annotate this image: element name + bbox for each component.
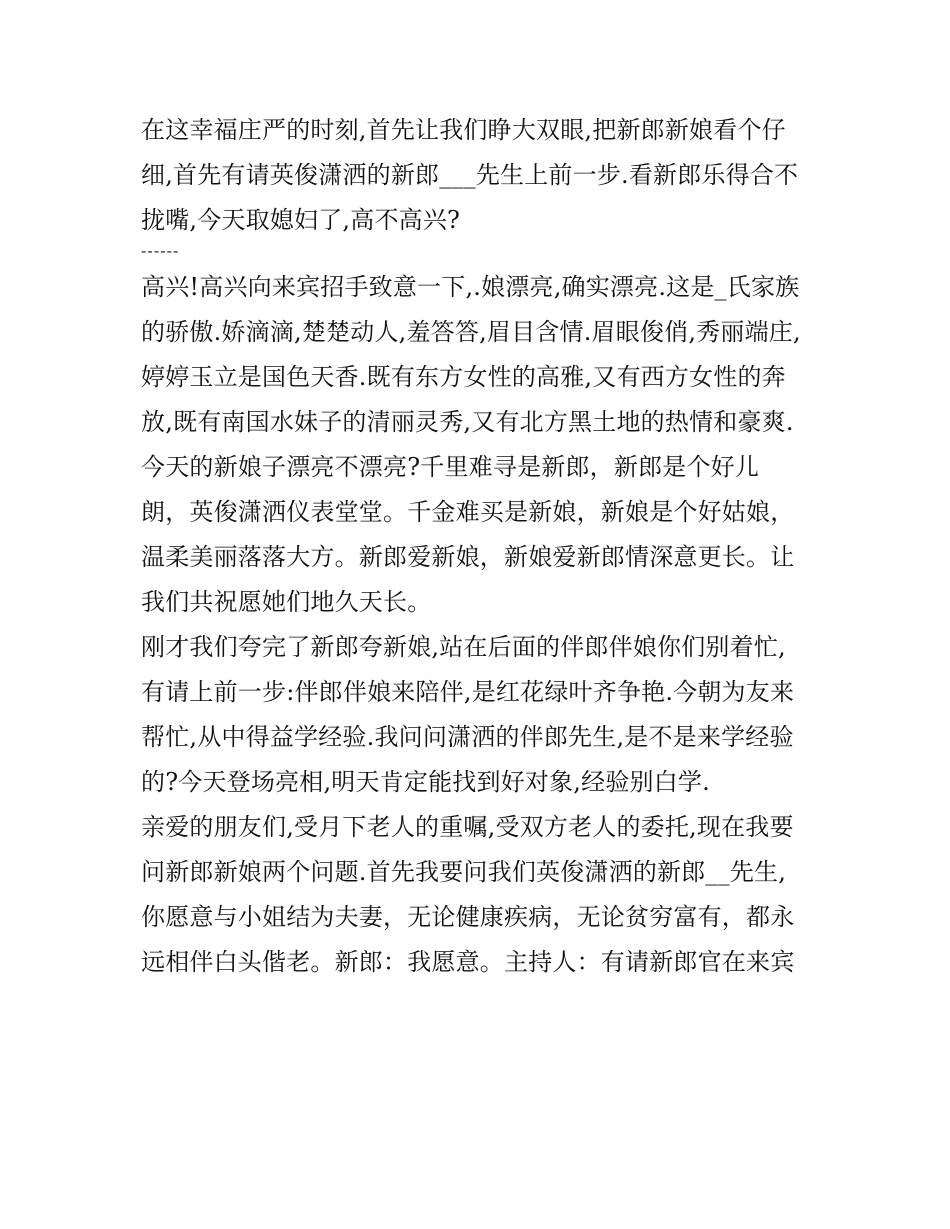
section-divider: ------ bbox=[141, 241, 180, 260]
paragraph-vows-question: 亲爱的朋友们,受月下老人的重嘱,受双方老人的委托,现在我要 问新郎新娘两个问题.首先我要问我们英俊潇洒的新郎__先生, 你愿意与小姐结为夫妻，无论健康疾病，无论贫穷富有，都永 远相伴白头偕老。新郎：我愿意。主持人：有请新郎官在来宾 bbox=[141, 813, 795, 976]
paragraph-groom-introduction: 在这幸福庄严的时刻,首先让我们睁大双眼,把新郎新娘看个仔 细,首先有请英俊潇洒的新郎___先生上前一步.看新郎乐得合不 拢嘴,今天取媳妇了,高不高兴? bbox=[141, 116, 799, 234]
document-body bbox=[141, 108, 821, 985]
paragraph-bride-praise: 高兴!高兴向来宾招手致意一下,.娘漂亮,确实漂亮.这是_氏家族 的骄傲.娇滴滴,楚楚动人,羞答答,眉目含情.眉眼俊俏,秀丽端庄, 婷婷玉立是国色天香.既有东方女性的高雅,又有西方女性的奔 放,既有南国水妹子的清丽灵秀,又有北方黑土地的热情和豪爽. 今天的新娘子漂亮不漂亮?千里难寻是新郎，新郎是个好儿 朗，英俊潇洒仪表堂堂。千金难买是新娘，新娘是个好姑娘， 温柔美丽落落大方。新郎爱新娘，新娘爱新郎情深意更长。让 我们共祝愿她们地久天长。 bbox=[141, 273, 801, 616]
paragraph-best-man-bridesmaid: 刚才我们夸完了新郎夸新娘,站在后面的伴郎伴娘你们别着忙, 有请上前一步:伴郎伴娘来陪伴,是红花绿叶齐争艳.今朝为友来 帮忙,从中得益学经验.我问问潇洒的伴郎先生,是不是来学经验 的?今天登场亮相,明天肯定能找到好对象,经验别白学. bbox=[141, 633, 795, 796]
